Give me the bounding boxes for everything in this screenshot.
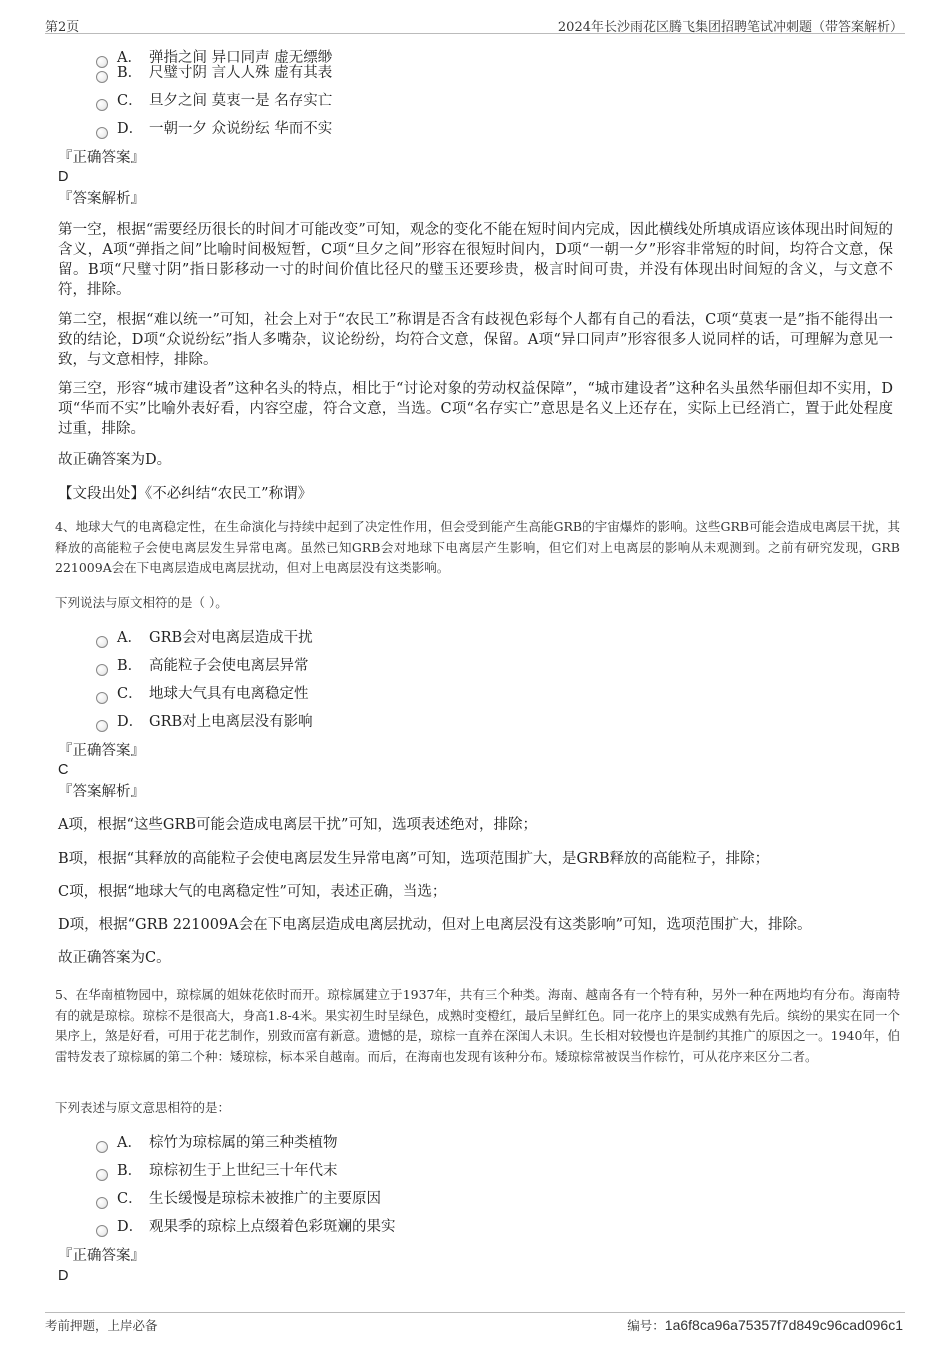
q5-option-b[interactable]: B． 琼棕初生于上世纪三十年代末 bbox=[96, 1161, 338, 1181]
q3-answer: D bbox=[58, 169, 69, 185]
radio-icon[interactable] bbox=[96, 71, 108, 83]
page-header bbox=[45, 14, 905, 34]
q3-analysis-paragraph-1: 第一空，根据“需要经历很长的时间才可能改变”可知，观念的变化不能在短时间内完成，因此横线处所填成语应该体现出时间短的含义，A项“弹指之间”比喻时间极短暂，C项“旦夕之间”形容在很短时间内，D项“一朝一夕”形容非常短的时间，均符合文意，保留。B项“尺璧寸阴”指日影移动一寸的时间价值比径尺的璧玉还要珍贵，极言时间可贵，并没有体现出时间短的含义，与文意不符，排除。 bbox=[58, 222, 893, 298]
q3-source: 【文段出处】《不必纠结“农民工”称谓》 bbox=[58, 486, 313, 502]
q3-option-d[interactable]: D． 一朝一夕 众说纷纭 华而不实 bbox=[96, 119, 332, 139]
q3-option-a[interactable]: A． 弹指之间 异口同声 虚无缥缈 bbox=[96, 48, 332, 68]
q4-analysis-line-b: B项，根据“其释放的高能粒子会使电离层发生异常电离”可知，选项范围扩大，是GRB释放的高能粒子，排除； bbox=[58, 851, 770, 867]
q3-conclusion: 故正确答案为D。 bbox=[58, 452, 172, 468]
radio-icon[interactable] bbox=[96, 1169, 108, 1181]
q3-analysis-paragraph-3: 第三空，形容“城市建设者”这种名头的特点，相比于“讨论对象的劳动权益保障”，“城市建设者”这种名头虽然华丽但却不实用，D项“华而不实”比喻外表好看，内容空虚，符合文意，当选。C项“名存实亡”意思是名义上还存在，实际上已经消亡，置于此处程度过重，排除。 bbox=[58, 381, 893, 437]
q4-stem: 4、地球大气的电离稳定性，在生命演化与持续中起到了决定性作用，但会受到能产生高能GRB的宇宙爆炸的影响。这些GRB可能会造成电离层干扰，其释放的高能粒子会使电离层发生异常电离。虽然已知GRB会对地球下电离层产生影响，但它们对上电离层的影响从未观测到。之前有研究发现，GRB 221009A会在下电离层造成电离层扰动，但对上电离层没有这类影响。 bbox=[55, 519, 900, 575]
radio-icon[interactable] bbox=[96, 1225, 108, 1237]
document-id bbox=[627, 1316, 903, 1334]
q5-stem: 5、在华南植物园中，琼棕属的姐妹花依时而开。琼棕属建立于1937年，共有三个种类。海南、越南各有一个特有种，另外一种在两地均有分布。海南特有的就是琼棕。琼棕不是很高大，身高1.8-4米。果实初生时呈绿色，成熟时变橙红，最后呈鲜红色。同一花序上的果实成熟有先后。缤纷的果实在同一个果序上，煞是好看，可用于花艺制作，别致而富有新意。遗憾的是，琼棕一直养在深闺人未识。生长相对较慢也许是制约其推广的原因之一。1940年，伯雷特发表了琼棕属的第二个种：矮琼棕，标本采自越南。而后，在海南也发现有该种分布。矮琼棕常被误当作棕竹，可从花序来区分二者。 bbox=[55, 987, 900, 1064]
radio-icon[interactable] bbox=[96, 664, 108, 676]
radio-icon[interactable] bbox=[96, 99, 108, 111]
document-id-value: 1a6f8ca96a75357f7d849c96cad096c1 bbox=[664, 1317, 903, 1333]
q4-analysis-line-d: D项，根据“GRB 221009A会在下电离层造成电离层扰动，但对上电离层没有这类影响”可知，选项范围扩大，排除。 bbox=[58, 917, 812, 933]
q5-option-c[interactable]: C． 生长缓慢是琼棕未被推广的主要原因 bbox=[96, 1189, 381, 1209]
q4-prompt: 下列说法与原文相符的是（ ）。 bbox=[55, 595, 228, 610]
q5-answer: D bbox=[58, 1268, 69, 1284]
radio-icon[interactable] bbox=[96, 720, 108, 732]
page-footer bbox=[45, 1312, 905, 1334]
q4-conclusion: 故正确答案为C。 bbox=[58, 950, 171, 966]
q3-option-b[interactable]: B． 尺璧寸阴 言人人殊 虚有其表 bbox=[96, 63, 332, 83]
q4-answer: C bbox=[58, 762, 69, 778]
radio-icon[interactable] bbox=[96, 692, 108, 704]
footer-slogan: 考前押题，上岸必备 bbox=[45, 1318, 158, 1333]
q5-option-a[interactable]: A． 棕竹为琼棕属的第三种类植物 bbox=[96, 1133, 338, 1153]
q5-option-d[interactable]: D． 观果季的琼棕上点缀着色彩斑斓的果实 bbox=[96, 1217, 396, 1237]
radio-icon[interactable] bbox=[96, 636, 108, 648]
page-number: 第2页 bbox=[45, 20, 80, 35]
q5-prompt: 下列表述与原文意思相符的是： bbox=[55, 1100, 231, 1115]
q4-analysis-line-c: C项，根据“地球大气的电离稳定性”可知，表述正确，当选； bbox=[58, 884, 447, 900]
q4-option-d[interactable]: D． GRB对上电离层没有影响 bbox=[96, 712, 313, 732]
q3-option-c[interactable]: C． 旦夕之间 莫衷一是 名存实亡 bbox=[96, 91, 332, 111]
radio-icon[interactable] bbox=[96, 1141, 108, 1153]
q4-analysis-label: 『答案解析』 bbox=[58, 784, 145, 800]
radio-icon[interactable] bbox=[96, 127, 108, 139]
q4-answer-label: 『正确答案』 bbox=[58, 743, 145, 759]
q4-option-b[interactable]: B． 高能粒子会使电离层异常 bbox=[96, 656, 309, 676]
document-id-label: 编号： bbox=[627, 1318, 665, 1333]
radio-icon[interactable] bbox=[96, 1197, 108, 1209]
q4-option-a[interactable]: A． GRB会对电离层造成干扰 bbox=[96, 628, 313, 648]
document-title: 2024年长沙雨花区腾飞集团招聘笔试冲刺题（带答案解析） bbox=[557, 20, 903, 35]
q3-analysis-label: 『答案解析』 bbox=[58, 191, 145, 207]
q5-answer-label: 『正确答案』 bbox=[58, 1248, 145, 1264]
q4-option-c[interactable]: C． 地球大气具有电离稳定性 bbox=[96, 684, 309, 704]
q4-analysis-line-a: A项，根据“这些GRB可能会造成电离层干扰”可知，选项表述绝对，排除； bbox=[58, 817, 537, 833]
q3-answer-label: 『正确答案』 bbox=[58, 150, 145, 166]
q3-analysis-paragraph-2: 第二空，根据“难以统一”可知，社会上对于“农民工”称谓是否含有歧视色彩每个人都有自己的看法，C项“莫衷一是”指不能得出一致的结论，D项“众说纷纭”指人多嘴杂，议论纷纷，均符合文意，保留。A项“异口同声”形容很多人说同样的话，可理解为意见一致，与文意相悖，排除。 bbox=[58, 312, 893, 368]
